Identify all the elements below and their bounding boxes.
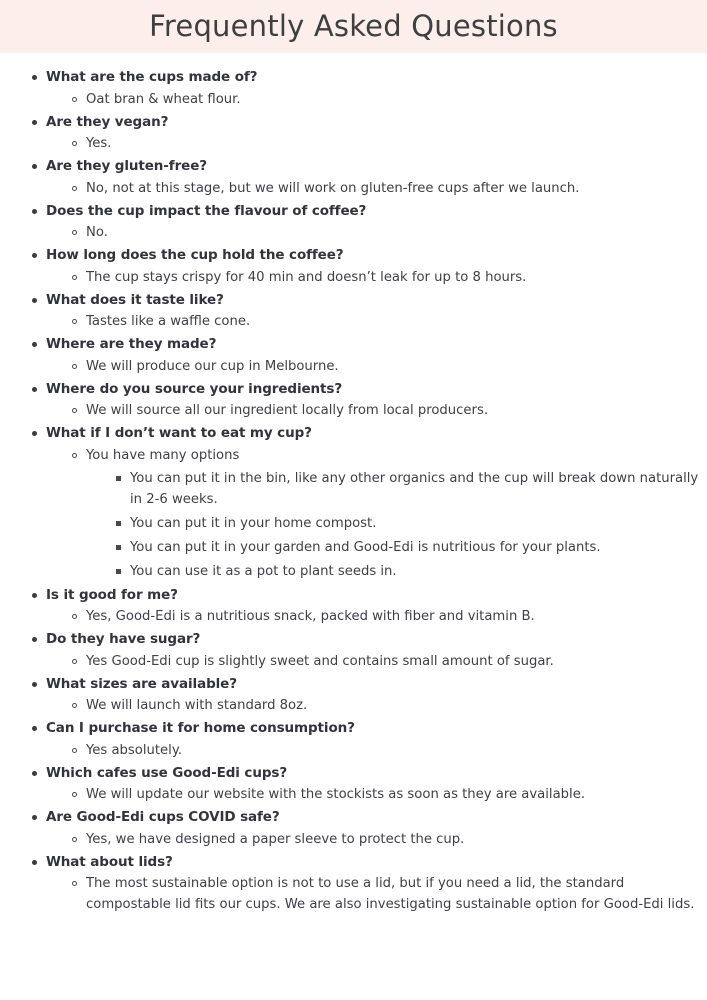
faq-answer-list [46, 267, 703, 288]
faq-item [32, 718, 703, 761]
faq-item [32, 156, 703, 199]
faq-answer-list [46, 400, 703, 421]
faq-question: Are Good-Edi cups COVID safe? [46, 809, 280, 825]
faq-answer-text: The cup stays crispy for 40 min and doesn’t leak for up to 8 hours. [86, 269, 527, 285]
faq-answer-text: We will launch with standard 8oz. [86, 698, 308, 713]
faq-question: Are they gluten-free? [46, 158, 207, 174]
faq-item [32, 852, 703, 916]
faq-sub-answer-text: You can put it in your home compost. [130, 515, 377, 531]
faq-answer-list [46, 222, 703, 243]
faq-sub-answer [116, 561, 703, 582]
faq-answer [72, 400, 703, 421]
faq-answer-list [46, 445, 703, 582]
faq-answer-list [46, 695, 703, 716]
faq-answer-text: Tastes like a waffle cone. [86, 314, 251, 329]
faq-answer-text: We will update our website with the stockists as soon as they are available. [86, 787, 586, 802]
faq-sub-answer [116, 513, 703, 534]
faq-question: How long does the cup hold the coffee? [46, 247, 344, 263]
faq-question: Which cafes use Good-Edi cups? [46, 764, 288, 781]
page-title: Frequently Asked Questions [149, 9, 558, 43]
faq-sub-answer-text: You can put it in your garden and Good-Edi is nutritious for your plants. [130, 539, 601, 555]
faq-answer-list [46, 829, 703, 850]
faq-question: Is it good for me? [46, 586, 178, 603]
faq-answer [72, 267, 703, 288]
faq-item [32, 290, 703, 333]
page-header [0, 0, 707, 53]
faq-item [32, 763, 703, 806]
faq-answer [72, 606, 703, 627]
faq-answer [72, 740, 703, 761]
faq-answer-list [46, 651, 703, 672]
faq-question: What sizes are available? [46, 675, 237, 692]
faq-answer [72, 178, 703, 199]
faq-answer [72, 445, 703, 582]
faq-answer-list [46, 356, 703, 377]
faq-answer-text: The most sustainable option is not to use a lid, but if you need a lid, the standard compostable lid fits our cups. We are also investigating sustainable option for Good-Edi lids. [86, 876, 695, 912]
faq-answer-text: Oat bran & wheat flour. [86, 91, 241, 107]
faq-question: Can I purchase it for home consumption? [46, 720, 355, 736]
faq-answer-text: Yes absolutely. [86, 742, 182, 758]
faq-answer [72, 695, 703, 716]
faq-question: Does the cup impact the flavour of coffee? [46, 202, 367, 219]
faq-answer-list [46, 89, 703, 110]
faq-item [32, 245, 703, 288]
faq-list [4, 67, 703, 915]
faq-item [32, 674, 703, 717]
faq-answer-list [46, 784, 703, 805]
faq-answer-list [46, 178, 703, 199]
faq-item [32, 585, 703, 628]
faq-answer-text: No, not at this stage, but we will work on gluten-free cups after we launch. [86, 180, 580, 196]
faq-answer-text: We will source all our ingredient locally from local producers. [86, 403, 489, 418]
faq-item [32, 334, 703, 377]
faq-answer [72, 873, 703, 915]
faq-sub-answer [116, 468, 703, 510]
faq-question: Where do you source your ingredients? [46, 380, 343, 397]
faq-item [32, 807, 703, 850]
faq-answer-text: No. [86, 225, 108, 240]
faq-sub-answer-text: You can put it in the bin, like any other organics and the cup will break down naturally in 2-6 weeks. [130, 470, 699, 507]
faq-question: Do they have sugar? [46, 631, 201, 647]
faq-question: Are they vegan? [46, 113, 169, 130]
faq-answer-list [46, 133, 703, 154]
faq-answer-text: Yes, we have designed a paper sleeve to protect the cup. [86, 831, 465, 847]
faq-question: What if I don’t want to eat my cup? [46, 425, 312, 441]
faq-question: Where are they made? [46, 336, 217, 352]
faq-answer-text: Yes Good-Edi cup is slightly sweet and contains small amount of sugar. [86, 653, 554, 669]
faq-question: What does it taste like? [46, 291, 224, 308]
faq-answer-list [46, 311, 703, 332]
faq-sub-answer-text: You can use it as a pot to plant seeds in. [130, 563, 397, 579]
faq-item [32, 112, 703, 155]
faq-item [32, 629, 703, 672]
faq-answer [72, 222, 703, 243]
faq-answer-text: We will produce our cup in Melbourne. [86, 358, 339, 374]
faq-question: What are the cups made of? [46, 69, 258, 85]
faq-answer [72, 651, 703, 672]
faq-answer [72, 133, 703, 154]
faq-item [32, 67, 703, 110]
faq-item [32, 379, 703, 422]
faq-answer [72, 784, 703, 805]
faq-sub-answer [116, 537, 703, 558]
faq-answer-text: Yes. [86, 136, 112, 151]
faq-item [32, 423, 703, 582]
faq-answer-list [46, 873, 703, 915]
faq-sub-answer-list [86, 468, 703, 582]
faq-answer [72, 356, 703, 377]
faq-question: What about lids? [46, 853, 173, 870]
faq-answer [72, 311, 703, 332]
faq-answer [72, 89, 703, 110]
faq-answer-text: You have many options [86, 447, 240, 463]
faq-answer-list [46, 606, 703, 627]
faq-content [0, 53, 707, 915]
faq-item [32, 201, 703, 244]
faq-answer-text: Yes, Good-Edi is a nutritious snack, packed with fiber and vitamin B. [86, 609, 535, 624]
faq-answer-list [46, 740, 703, 761]
faq-answer [72, 829, 703, 850]
